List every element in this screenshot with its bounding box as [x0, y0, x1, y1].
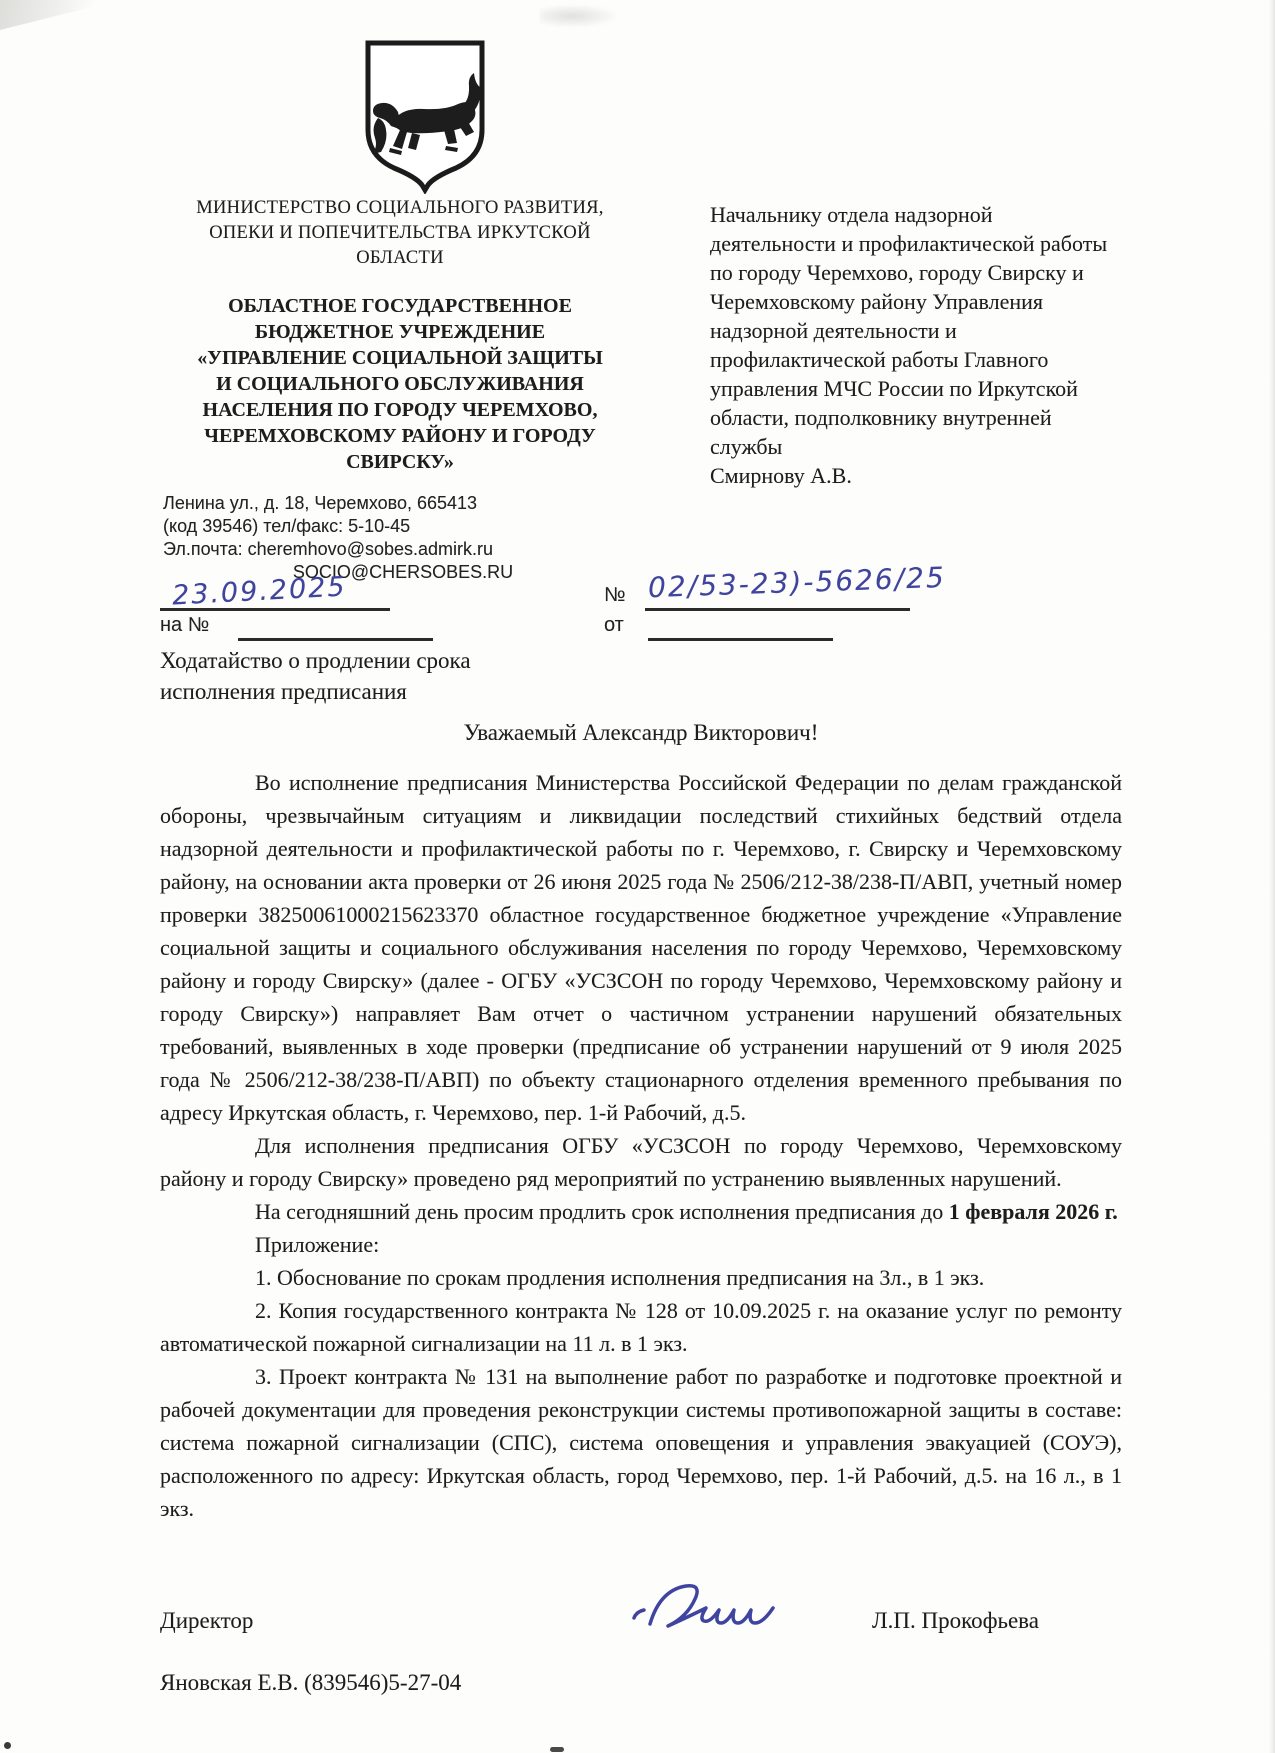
address-line: (код 39546) тел/факс: 5-10-45	[163, 516, 411, 536]
letter-subject	[160, 645, 680, 707]
recipient-line: надзорной деятельности и	[710, 318, 957, 343]
executor-contact: Яновская Е.В. (839546)5-27-04	[160, 1670, 462, 1695]
number-underline	[645, 608, 910, 611]
organization-line: И СОЦИАЛЬНОГО ОБСЛУЖИВАНИЯ	[216, 373, 584, 395]
recipient-line: профилактической работы Главного	[710, 347, 1049, 372]
signer-name: Л.П. Прокофьева	[872, 1608, 1039, 1633]
scan-edge-artifact	[1269, 0, 1275, 1753]
organization-name	[145, 293, 655, 475]
organization-line: ОБЛАСТНОЕ ГОСУДАРСТВЕННОЕ	[228, 295, 572, 317]
organization-line: ЧЕРЕМХОВСКОМУ РАЙОНУ И ГОРОДУ	[204, 425, 596, 447]
recipient-name: Смирнову А.В.	[710, 463, 852, 488]
handwritten-date: 23.09.2025	[171, 571, 348, 612]
organization-line: НАСЕЛЕНИЯ ПО ГОРОДУ ЧЕРЕМХОВО,	[202, 399, 598, 421]
address-block	[163, 492, 643, 584]
recipient-line: Начальнику отдела надзорной	[710, 202, 993, 227]
number-label: №	[604, 584, 626, 606]
handwritten-signature	[620, 1572, 820, 1652]
attachment-item-1: 1. Обоснование по срокам продления исполнения предписания на 3л., в 1 экз.	[255, 1265, 985, 1290]
recipient-line: службы	[710, 434, 783, 459]
recipient-line: управления МЧС России по Иркутской	[710, 376, 1078, 401]
organization-line: СВИРСКУ»	[346, 451, 454, 473]
subject-line: Ходатайство о продлении срока	[160, 648, 471, 673]
body-paragraph-2: Для исполнения предписания ОГБУ «УСЗСОН по городу Черемхово, Черемховскому району и городу Свирску» проведено ряд мероприятий по устранению выявленных нарушений.	[160, 1133, 1122, 1191]
salutation: Уважаемый Александр Викторович!	[463, 720, 819, 745]
organization-line: «УПРАВЛЕНИЕ СОЦИАЛЬНОЙ ЗАЩИТЫ	[197, 347, 603, 369]
body-paragraph-3	[160, 1195, 1122, 1228]
ministry-heading	[150, 196, 650, 271]
from-date-underline	[648, 638, 833, 641]
handwritten-number: 02/53-23)-5626/25	[647, 560, 947, 605]
ministry-line: ОБЛАСТИ	[356, 248, 444, 268]
body-paragraph-3-text: На сегодняшний день просим продлить срок исполнения предписания до	[255, 1199, 949, 1224]
ministry-line: МИНИСТЕРСТВО СОЦИАЛЬНОГО РАЗВИТИЯ,	[196, 198, 604, 218]
deadline-bold-text: 1 февраля 2026 г.	[948, 1199, 1118, 1224]
scan-speck-artifact	[4, 1742, 11, 1749]
attachments-label: Приложение:	[255, 1232, 380, 1257]
recipient-line: Черемховскому району Управления	[710, 289, 1044, 314]
recipient-line: по городу Черемхово, городу Свирску и	[710, 260, 1084, 285]
signer-position: Директор	[160, 1608, 254, 1633]
irkutsk-oblast-coat-of-arms-icon	[360, 38, 490, 194]
reply-number-underline	[238, 638, 433, 641]
address-line: Эл.почта: cheremhovo@sobes.admirk.ru	[163, 539, 494, 559]
scan-corner-artifact	[0, 0, 120, 30]
letter-body	[160, 766, 1122, 1525]
subject-line: исполнения предписания	[160, 679, 407, 704]
reply-to-label: на №	[160, 614, 210, 636]
ministry-line: ОПЕКИ И ПОПЕЧИТЕЛЬСТВА ИРКУТСКОЙ	[209, 223, 591, 243]
address-line: Ленина ул., д. 18, Черемхово, 665413	[163, 493, 478, 513]
body-paragraph-1: Во исполнение предписания Министерства Российской Федерации по делам гражданской обороны, чрезвычайным ситуациям и ликвидации последствий стихийных бедствий отдела надзорной деятельности и профилактической работы по г. Черемхово, г. Свирску и Черемховскому району, на основании акта проверки от 26 июня 2025 года № 2506/212-38/238-П/АВП, учетный номер проверки 38250061000215623370 областное государственное бюджетное учреждение «Управление социальной защиты и социального обслуживания населения по городу Черемхово, Черемховскому району и городу Свирску» (далее - ОГБУ «УСЗСОН по городу Черемхово, Черемховскому району и городу Свирску») направляет Вам отчет о частичном устранении нарушений обязательных требований, выявленных в ходе проверки (предписание об устранении нарушений от 9 июля 2025 года № 2506/212-38/238-П/АВП) по объекту стационарного отделения временного пребывания по адресу Иркутская область, г. Черемхово, пер. 1-й Рабочий, д.5.	[160, 770, 1122, 1125]
recipient-line: области, подполковнику внутренней	[710, 405, 1052, 430]
scan-smudge-artifact	[540, 4, 620, 28]
scan-speck-artifact	[550, 1747, 564, 1752]
recipient-block	[710, 200, 1150, 490]
attachment-item-2: 2. Копия государственного контракта № 128 от 10.09.2025 г. на оказание услуг по ремонту автоматической пожарной сигнализации на 11 л. в 1 экз.	[160, 1298, 1122, 1356]
address-email-caps: SOCIO@CHERSOBES.RU	[292, 562, 514, 582]
attachment-item-3: 3. Проект контракта № 131 на выполнение работ по разработке и подготовке проектной и рабочей документации для проведения реконструкции системы противопожарной защиты в составе: система пожарной сигнализации (СПС), система оповещения и управления эвакуацией (СОУЭ), расположенного по адресу: Иркутская область, город Черемхово, пер. 1-й Рабочий, д.5. на 16 л., в 1 экз.	[160, 1364, 1122, 1521]
from-label: от	[604, 614, 624, 636]
recipient-line: деятельности и профилактической работы	[710, 231, 1108, 256]
organization-line: БЮДЖЕТНОЕ УЧРЕЖДЕНИЕ	[254, 321, 546, 343]
